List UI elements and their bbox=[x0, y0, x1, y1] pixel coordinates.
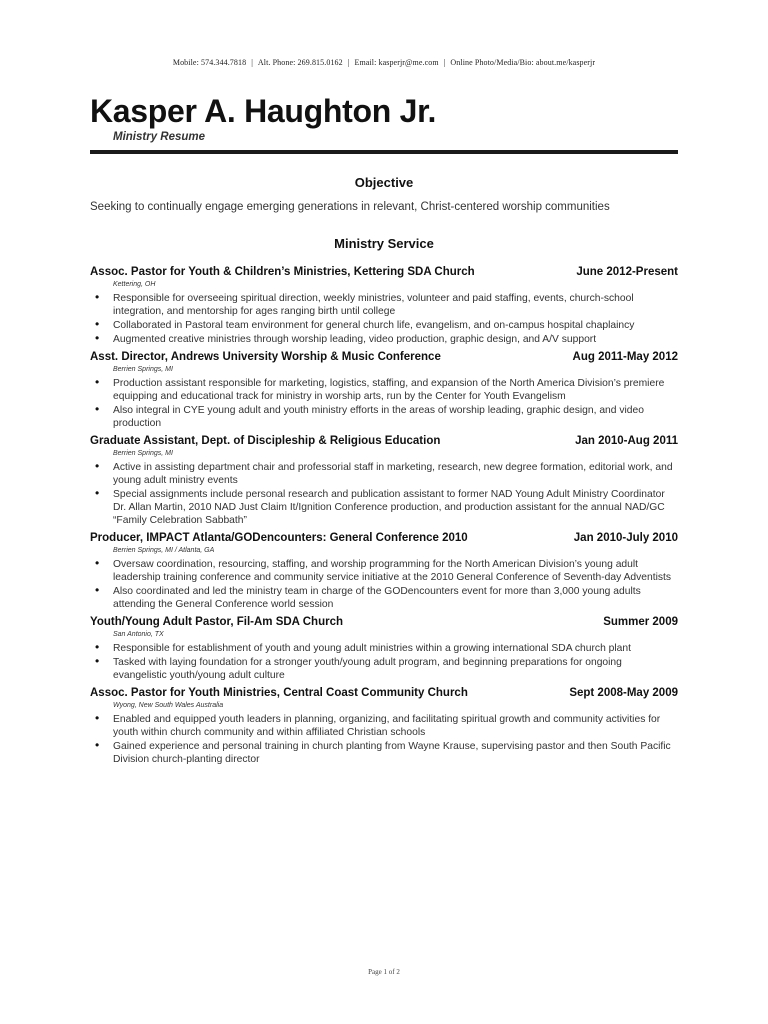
objective-text: Seeking to continually engage emerging generations in relevant, Christ-centered worship communities bbox=[90, 201, 610, 213]
job-title: Asst. Director, Andrews University Worship & Music Conference bbox=[90, 351, 441, 363]
contact-mobile: Mobile: 574.344.7818 bbox=[172, 58, 247, 67]
job-dates: Jan 2010-Aug 2011 bbox=[575, 435, 678, 447]
list-item bbox=[90, 713, 678, 739]
list-item bbox=[90, 319, 678, 332]
list-item bbox=[90, 488, 678, 527]
bullet-icon: • bbox=[95, 290, 100, 304]
list-item bbox=[90, 377, 678, 403]
job-dates: Jan 2010-July 2010 bbox=[573, 532, 678, 544]
job-bullets bbox=[90, 713, 678, 766]
bullet-text: Collaborated in Pastoral team environment for general church life, evangelism, and on-campus hospital chaplaincy bbox=[113, 320, 635, 331]
bullet-text: Oversaw coordination, resourcing, staffing, and worship programming for the North American Division’s young adult leadership training conference and community service initiative at the 2010 General Conference of Seventh-day Adventists bbox=[113, 559, 672, 583]
list-item bbox=[90, 656, 678, 682]
job-entry bbox=[90, 350, 678, 430]
list-item bbox=[90, 461, 678, 487]
job-bullets bbox=[90, 558, 678, 611]
bullet-icon: • bbox=[95, 402, 100, 416]
bullet-icon: • bbox=[95, 459, 100, 473]
bullet-text: Responsible for overseeing spiritual direction, weekly ministries, volunteer and paid staffing, events, church-school integration, and mentorship for ages ranging birth until college bbox=[113, 293, 634, 317]
resume-subtitle: Ministry Resume bbox=[113, 131, 206, 143]
bullet-icon: • bbox=[95, 711, 100, 725]
bullet-text: Production assistant responsible for marketing, logistics, staffing, and expansion of the North America Division’s premiere equipping and educational track for ministry in worship arts, run by the Center for Youth Evangelism bbox=[113, 378, 665, 402]
objective-heading: Objective bbox=[354, 175, 414, 190]
job-dates: Sept 2008-May 2009 bbox=[569, 687, 678, 699]
job-title: Graduate Assistant, Dept. of Discipleship & Religious Education bbox=[90, 435, 441, 447]
bullet-icon: • bbox=[95, 317, 100, 331]
job-header bbox=[90, 531, 678, 546]
job-bullets bbox=[90, 292, 678, 346]
page-number: Page 1 of 2 bbox=[368, 968, 400, 976]
contact-online: Online Photo/Media/Bio: about.me/kasperjr bbox=[450, 58, 596, 67]
job-location: San Antonio, TX bbox=[113, 631, 164, 638]
bullet-icon: • bbox=[95, 556, 100, 570]
bullet-icon: • bbox=[95, 738, 100, 752]
job-bullets bbox=[90, 377, 678, 430]
job-location: Berrien Springs, MI bbox=[113, 450, 173, 457]
contact-alt-phone: Alt. Phone: 269.815.0162 bbox=[257, 58, 343, 67]
ministry-jobs-list bbox=[90, 265, 678, 770]
job-entry bbox=[90, 686, 678, 766]
bullet-icon: • bbox=[95, 640, 100, 654]
list-item bbox=[90, 740, 678, 766]
bullet-text: Active in assisting department chair and professorial staff in marketing, research, new degree formation, editorial work, and young adult ministry events bbox=[113, 462, 673, 486]
list-item bbox=[90, 404, 678, 430]
bullet-icon: • bbox=[95, 331, 100, 345]
list-item bbox=[90, 558, 678, 584]
job-location: Berrien Springs, MI bbox=[113, 366, 173, 373]
job-entry bbox=[90, 615, 678, 682]
job-bullets bbox=[90, 642, 678, 682]
bullet-text: Gained experience and personal training in church planting from Wayne Krause, supervising pastor and then South Pacific Division church-planting director bbox=[113, 741, 671, 765]
bullet-icon: • bbox=[95, 375, 100, 389]
bullet-icon: • bbox=[95, 583, 100, 597]
bullet-text: Also integral in CYE young adult and youth ministry efforts in the areas of worship leading, graphic design, and video production bbox=[113, 405, 644, 429]
bullet-text: Also coordinated and led the ministry team in charge of the GODencounters event for more than 3,000 young adults attending the General Conference world session bbox=[113, 586, 641, 610]
bullet-icon: • bbox=[95, 486, 100, 500]
list-item bbox=[90, 585, 678, 611]
job-dates: Summer 2009 bbox=[603, 616, 678, 628]
job-entry bbox=[90, 434, 678, 527]
job-location: Berrien Springs, MI / Atlanta, GA bbox=[113, 547, 215, 554]
job-title: Youth/Young Adult Pastor, Fil-Am SDA Church bbox=[90, 616, 343, 628]
contact-separator: | bbox=[251, 58, 253, 67]
job-header bbox=[90, 434, 678, 449]
job-title: Assoc. Pastor for Youth Ministries, Central Coast Community Church bbox=[90, 687, 468, 699]
list-item bbox=[90, 642, 678, 655]
bullet-text: Augmented creative ministries through worship leading, video production, graphic design, and A/V support bbox=[113, 334, 597, 345]
bullet-text: Responsible for establishment of youth and young adult ministries within a growing international SDA church plant bbox=[113, 643, 631, 654]
list-item bbox=[90, 292, 678, 318]
contact-separator: | bbox=[347, 58, 350, 67]
contact-separator: | bbox=[443, 58, 446, 67]
bullet-text: Enabled and equipped youth leaders in planning, organizing, and facilitating spiritual growth and community activities for youth within church community and within affiliated Christian schools bbox=[113, 714, 661, 738]
list-item bbox=[90, 333, 678, 346]
job-bullets bbox=[90, 461, 678, 527]
job-header bbox=[90, 615, 678, 630]
job-entry bbox=[90, 531, 678, 611]
job-header bbox=[90, 265, 678, 280]
resume-name: Kasper A. Haughton Jr. bbox=[90, 93, 437, 129]
job-dates: Aug 2011-May 2012 bbox=[572, 351, 678, 363]
contact-email: Email: kasperjr@me.com bbox=[354, 58, 439, 67]
bullet-icon: • bbox=[95, 654, 100, 668]
ministry-heading: Ministry Service bbox=[334, 236, 434, 251]
job-header bbox=[90, 350, 678, 365]
bullet-text: Special assignments include personal research and publication assistant to former NAD Young Adult Ministry Coordinator Dr. Allan Martin, 2010 NAD Just Claim It/Ignition Conference production, and production assistant for the annual NAD/GC “Family Celebration Sabbath” bbox=[113, 489, 665, 526]
bullet-text: Tasked with laying foundation for a stronger youth/young adult program, and beginning preparations for ongoing evangelistic youth/young adult culture bbox=[113, 657, 622, 681]
contact-line bbox=[0, 58, 768, 67]
job-header bbox=[90, 686, 678, 701]
job-location: Wyong, New South Wales Australia bbox=[113, 702, 224, 709]
job-title: Producer, IMPACT Atlanta/GODencounters: General Conference 2010 bbox=[90, 532, 468, 544]
job-entry bbox=[90, 265, 678, 346]
job-title: Assoc. Pastor for Youth & Children’s Ministries, Kettering SDA Church bbox=[90, 266, 475, 278]
job-location: Kettering, OH bbox=[113, 281, 156, 288]
header-rule bbox=[90, 150, 678, 154]
job-dates: June 2012-Present bbox=[576, 266, 678, 278]
